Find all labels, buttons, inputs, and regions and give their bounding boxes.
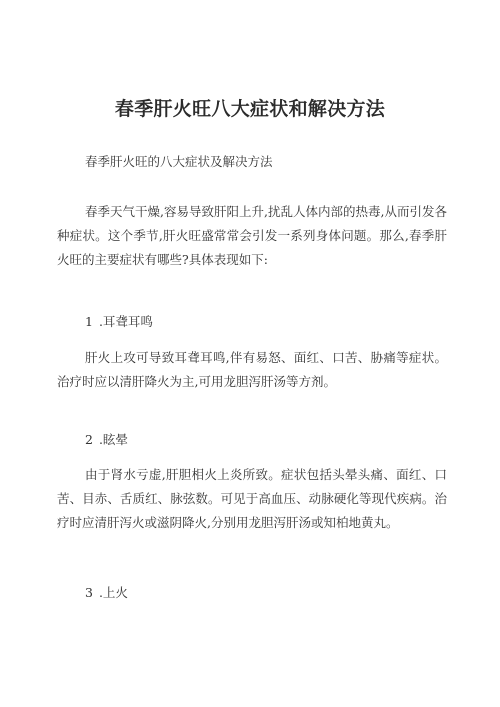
section-number: 3: [85, 585, 93, 600]
section-number: 1: [85, 314, 93, 329]
section-title: .眩晕: [98, 432, 128, 447]
section-body-1: 肝火上攻可导致耳聋耳鸣,伴有易怒、面红、口苦、胁痛等症状。治疗时应以清肝降火为主,可用龙胆泻肝汤等方剂。: [57, 350, 447, 389]
document-subtitle: 春季肝火旺的八大症状及解决方法: [85, 154, 273, 169]
section-heading-1: [85, 312, 153, 330]
section-heading-2: [85, 430, 128, 448]
section-body-2: 由于肾水亏虚,肝胆相火上炎所致。症状包括头晕头痛、面红、口苦、目赤、舌质红、脉弦数。可见于高血压、动脉硬化等现代疾病。治疗时应清肝泻火或滋阴降火,分别用龙胆泻肝汤或知柏地黄丸。: [57, 467, 447, 530]
section-title: .耳聋耳鸣: [98, 314, 153, 329]
section-heading-3: [85, 583, 128, 601]
intro-paragraph: 春季天气干燥,容易导致肝阳上升,扰乱人体内部的热毒,从而引发各种症状。这个季节,肝火旺盛常常会引发一系列身体问题。那么,春季肝火旺的主要症状有哪些?具体表现如下:: [57, 204, 447, 267]
section-number: 2: [85, 432, 93, 447]
section-title: .上火: [98, 585, 128, 600]
document-title: 春季肝火旺八大症状和解决方法: [114, 98, 386, 120]
